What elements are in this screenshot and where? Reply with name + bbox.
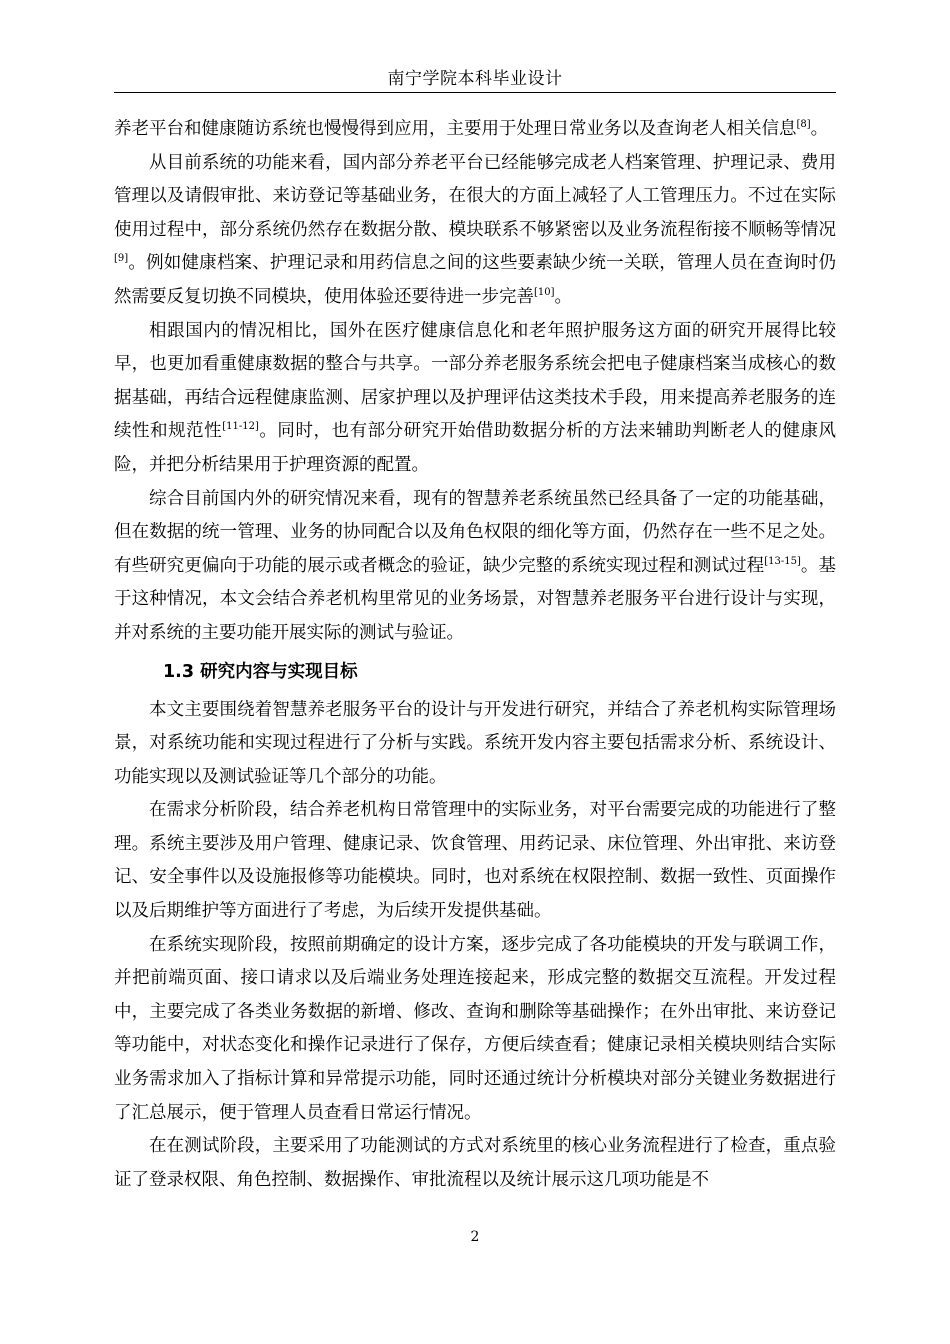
paragraph-text: 。 xyxy=(554,286,573,307)
section-heading: 1.3 研究内容与实现目标 xyxy=(163,661,358,682)
paragraph-text: 本文主要围绕着智慧养老服务平台的设计与开发进行研究，并结合了养老机构实际管理场景，对系统功能和实现过程进行了分析与实践。系统开发内容主要包括需求分析、系统设计、功能实现以及测试验证等几个部分的功能。 xyxy=(114,699,836,787)
paragraph-text: 养老平台和健康随访系统也慢慢得到应用，主要用于处理日常业务以及查询老人相关信息 xyxy=(114,119,797,139)
paragraph-text: 。例如健康档案、护理记录和用药信息之间的这些要素缺少统一关联，管理人员在查询时仍然需要反复切换不同模块，使用体验还要待进一步完善 xyxy=(114,253,836,307)
paragraph-text: 在在测试阶段，主要采用了功能测试的方式对系统里的核心业务流程进行了检查，重点验证了登录权限、角色控制、数据操作、审批流程以及统计展示这几项功能是不 xyxy=(114,1136,836,1190)
citation-reference: [8] xyxy=(796,119,811,130)
paragraph-text: 综合目前国内外的研究情况来看，现有的智慧养老系统虽然已经具备了一定的功能基础，但在数据的统一管理、业务的协同配合以及角色权限的细化等方面，仍然存在一些不足之处。有些研究更偏向于功能的展示或者概念的验证，缺少完整的系统实现过程和测试过程 xyxy=(114,488,836,576)
paragraph-text: 。 xyxy=(810,119,829,139)
body-paragraph xyxy=(114,794,836,928)
body-paragraph xyxy=(114,315,836,483)
paragraph-text: 。基于这种情况，本文会结合养老机构里常见的业务场景，对智慧养老服务平台进行设计与实现，并对系统的主要功能开展实际的测试与验证。 xyxy=(114,555,837,643)
citation-reference: [11-12] xyxy=(222,421,259,433)
document-body xyxy=(114,113,836,1197)
citation-reference: [13-15] xyxy=(764,555,801,567)
header-rule xyxy=(114,92,836,93)
running-header: 南宁学院本科毕业设计 xyxy=(387,69,563,89)
body-paragraph xyxy=(114,1130,836,1197)
body-paragraph xyxy=(114,113,836,147)
paragraph-text: 从目前系统的功能来看，国内部分养老平台已经能够完成老人档案管理、护理记录、费用管理以及请假审批、来访登记等基础业务，在很大的方面上减轻了人工管理压力。不过在实际使用过程中，部分系统仍然存在数据分散、模块联系不够紧密以及业务流程衔接不顺畅等情况 xyxy=(114,152,836,240)
body-paragraph xyxy=(114,483,836,651)
citation-reference: [9] xyxy=(114,253,129,265)
paragraph-text: 在需求分析阶段，结合养老机构日常管理中的实际业务，对平台需要完成的功能进行了整理。系统主要涉及用户管理、健康记录、饮食管理、用药记录、床位管理、外出审批、来访登记、安全事件以及设施报修等功能模块。同时，也对系统在权限控制、数据一致性、页面操作以及后期维护等方面进行了考虑，为后续开发提供基础。 xyxy=(114,800,836,922)
body-paragraph xyxy=(114,147,836,315)
paragraph-group-1 xyxy=(114,113,836,651)
citation-reference: [10] xyxy=(534,286,555,298)
body-paragraph xyxy=(114,929,836,1131)
paragraph-group-2 xyxy=(114,694,836,1198)
page-number: 2 xyxy=(470,1229,480,1245)
paragraph-text: 。同时，也有部分研究开始借助数据分析的方法来辅助判断老人的健康风险，并把分析结果用于护理资源的配置。 xyxy=(114,421,837,475)
body-paragraph xyxy=(114,694,836,795)
paragraph-text: 在系统实现阶段，按照前期确定的设计方案，逐步完成了各功能模块的开发与联调工作，并把前端页面、接口请求以及后端业务处理连接起来，形成完整的数据交互流程。开发过程中，主要完成了各类业务数据的新增、修改、查询和删除等基础操作；在外出审批、来访登记等功能中，对状态变化和操作记录进行了保存，方便后续查看；健康记录相关模块则结合实际业务需求加入了指标计算和异常提示功能，同时还通过统计分析模块对部分关键业务数据进行了汇总展示，便于管理人员查看日常运行情况。 xyxy=(114,934,836,1123)
paragraph-text: 相跟国内的情况相比，国外在医疗健康信息化和老年照护服务这方面的研究开展得比较早，也更加看重健康数据的整合与共享。一部分养老服务系统会把电子健康档案当成核心的数据基础，再结合远程健康监测、居家护理以及护理评估这类技术手段，用来提高养老服务的连续性和规范性 xyxy=(114,320,836,442)
